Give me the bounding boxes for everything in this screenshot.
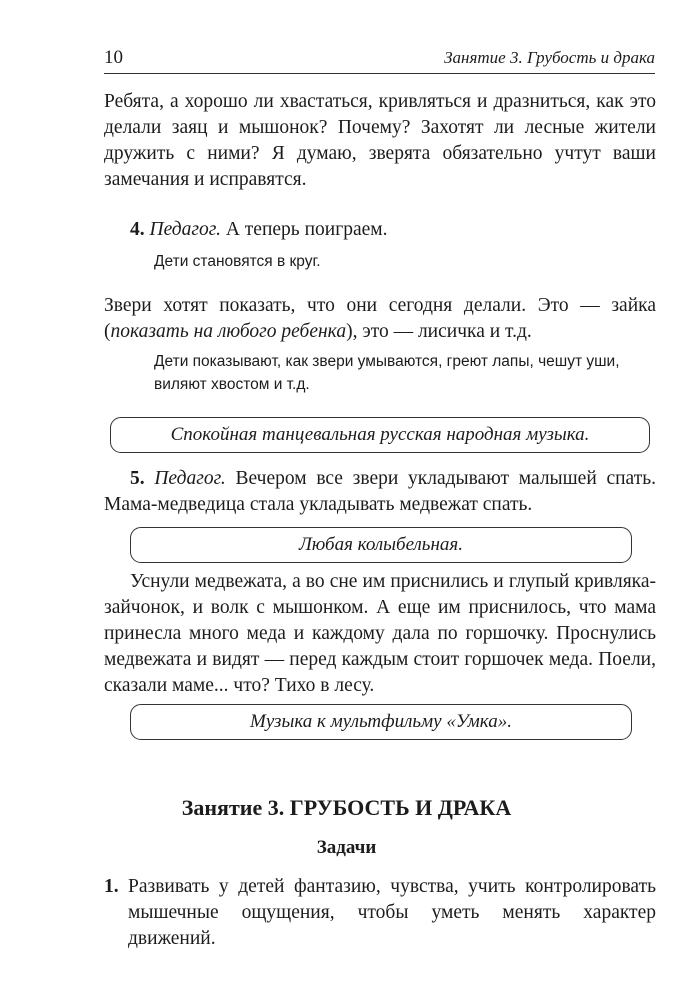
step-5 <box>104 466 656 518</box>
music-box: Музыка к мультфильму «Умка». <box>130 704 632 740</box>
paragraph-questions: Ребята, а хорошо ли хвастаться, кривляться и дразниться, как это делали заяц и мышонок? Почему? Захотят ли лесные жители дружить с ними? Я думаю, зверята обязательно учтут ваши замечания и исправятся. <box>104 91 656 190</box>
step-number: 5. <box>130 468 145 489</box>
page-number: 10 <box>104 47 123 68</box>
speaker-label: Педагог. <box>154 468 226 489</box>
list-text: Развивать у детей фантазию, чувства, учить контролировать мышечные ощущения, чтобы уметь менять характер движений. <box>128 876 656 949</box>
step-text: Вечером все звери укладывают малышей спать. Мама-медведица стала укладывать медвежат спать. <box>104 468 656 515</box>
paragraph-dream: Уснули медвежата, а во сне им приснились и глупый кривляка-зайчонок, и волк с мышонком. А еще им приснилось, что мама принесла много меда и каждому дала по горшочку. Проснулись медвежата и видят — перед каждым стоит горшочек меда. Поели, сказали маме... что? Тихо в лесу. <box>104 571 656 696</box>
running-title: Занятие 3. Грубость и драка <box>444 48 655 67</box>
section-title: Занятие 3. ГРУБОСТЬ И ДРАКА <box>181 795 512 820</box>
stage-direction: Дети становятся в круг. <box>154 253 321 270</box>
step-text: А теперь поиграем. <box>220 219 388 240</box>
list-item <box>104 874 656 958</box>
step-4 <box>130 217 656 243</box>
page-header <box>104 47 655 74</box>
paragraph-text: ), это — лисичка и т.д. <box>346 321 532 342</box>
paragraph-text: Звери хотят показать, что они сегодня делали. Это — зайка ( <box>104 295 656 342</box>
stage-direction: Дети показывают, как звери умываются, греют лапы, чешут уши, виляют хвостом и т.д. <box>154 353 620 393</box>
speaker-label: Педагог. <box>149 219 221 240</box>
list-number: 1. <box>104 876 119 897</box>
tasks-heading: Задачи <box>316 837 377 858</box>
music-box: Спокойная танцевальная русская народная музыка. <box>110 417 650 453</box>
music-box: Любая колыбельная. <box>130 527 632 563</box>
step-number: 4. <box>130 219 145 240</box>
italic-instruction: показать на любого ребенка <box>110 321 347 342</box>
paragraph-animals <box>104 293 656 345</box>
